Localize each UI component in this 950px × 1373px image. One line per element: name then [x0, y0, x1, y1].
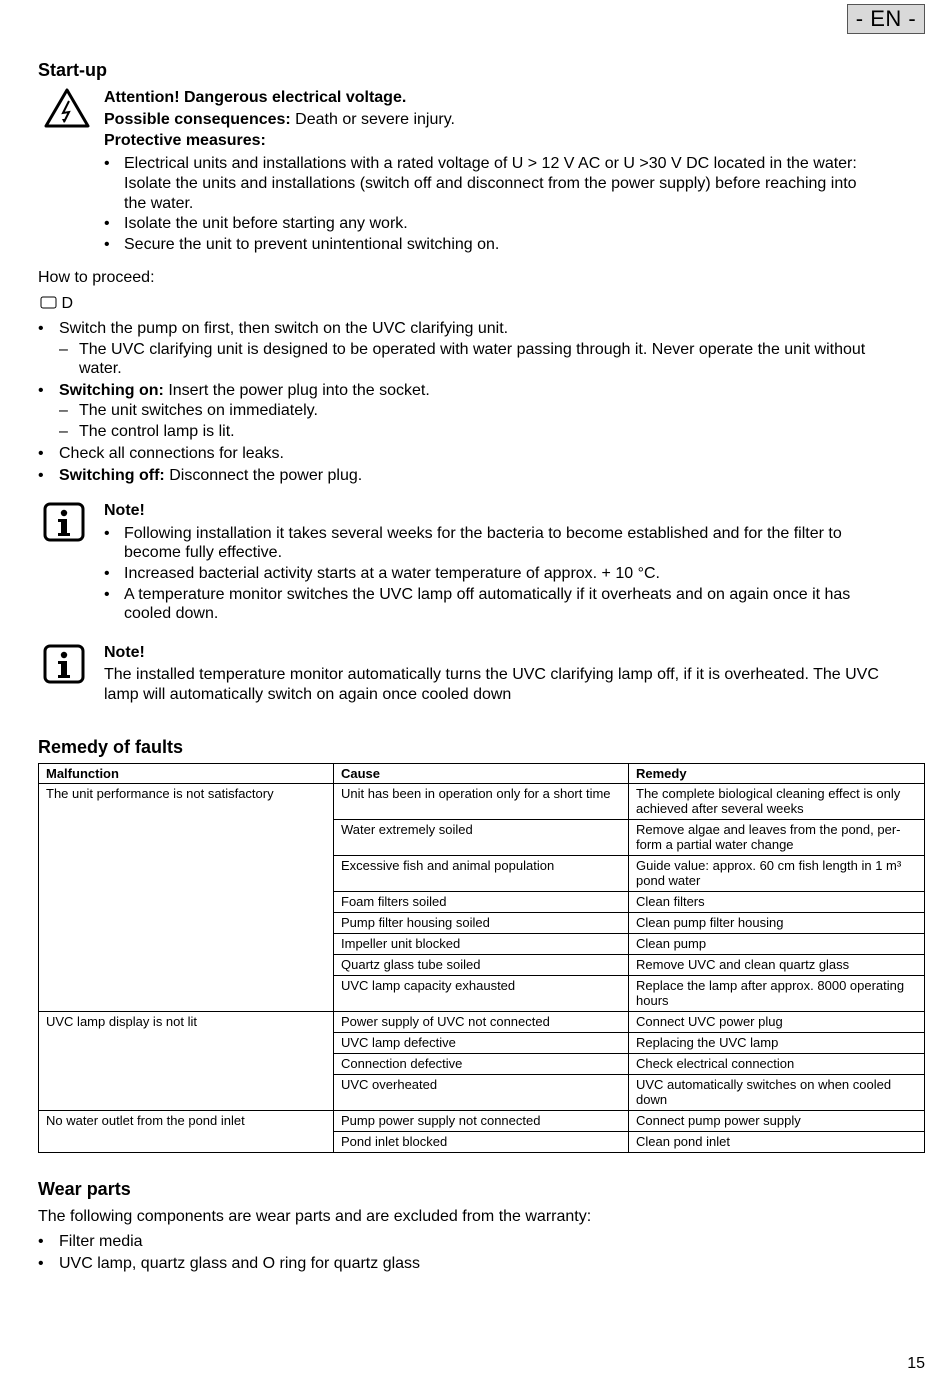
- remedy-cell: Clean pump filter housing: [629, 913, 925, 934]
- consequences-label: Possible consequences:: [104, 111, 291, 128]
- cause-cell: Water extremely soiled: [334, 820, 629, 856]
- wear-title: Wear parts: [38, 1179, 131, 1199]
- remedy-cell: The complete biological cleaning effect is only achieved after several weeks: [629, 784, 925, 820]
- dash: –: [59, 423, 68, 440]
- remedy-cell: Connect pump power supply: [629, 1111, 925, 1132]
- info-note-icon: [43, 502, 85, 542]
- bullet: •: [104, 565, 110, 582]
- note-1-b3-line-1: A temperature monitor switches the UVC lamp off automatically if it overheats and on again once it has: [124, 586, 851, 603]
- header-cause: Cause: [334, 764, 629, 784]
- cause-cell: UVC lamp capacity exhausted: [334, 976, 629, 1012]
- cause-cell: Foam filters soiled: [334, 892, 629, 913]
- cause-cell: Impeller unit blocked: [334, 934, 629, 955]
- figure-ref: [40, 294, 73, 314]
- dash: –: [59, 402, 68, 419]
- step-1: Switch the pump on first, then switch on the UVC clarifying unit.: [59, 320, 509, 337]
- consequences-text: Death or severe injury.: [290, 111, 455, 128]
- cause-cell: Pump filter housing soiled: [334, 913, 629, 934]
- remedy-cell: Clean pump: [629, 934, 925, 955]
- figure-icon: [40, 296, 57, 309]
- step-2: [59, 381, 430, 401]
- remedy-cell: Clean pond inlet: [629, 1132, 925, 1153]
- bullet: •: [38, 1233, 44, 1250]
- cause-cell: Pump power supply not connected: [334, 1111, 629, 1132]
- measure-1-line-1: Electrical units and installations with a rated voltage of U > 12 V AC or U >30 V DC located in the water:: [124, 155, 857, 172]
- cause-cell: Pond inlet blocked: [334, 1132, 629, 1153]
- bullet: •: [104, 586, 110, 603]
- table-row: [39, 784, 925, 820]
- header-remedy: Remedy: [629, 764, 925, 784]
- remedy-cell: Guide value: approx. 60 cm fish length in 1 m³ pond water: [629, 856, 925, 892]
- bullet: •: [38, 467, 44, 484]
- step-2-label: Switching on:: [59, 382, 164, 399]
- measure-2: Isolate the unit before starting any work.: [124, 215, 408, 232]
- malfunction-cell: The unit performance is not satisfactory: [39, 784, 334, 1012]
- measure-1-line-2: Isolate the units and installations (switch off and disconnect from the power supply) before reaching into: [124, 175, 857, 192]
- note-2-line-2: lamp will automatically switch on again once cooled down: [104, 686, 512, 703]
- info-note-icon: [43, 644, 85, 684]
- cause-cell: Quartz glass tube soiled: [334, 955, 629, 976]
- table-row: [39, 1111, 925, 1132]
- note-1-b1-line-1: Following installation it takes several weeks for the bacteria to become established and for the filter to: [124, 525, 842, 542]
- page-number: 15: [907, 1355, 925, 1372]
- cause-cell: Connection defective: [334, 1054, 629, 1075]
- startup-title: Start-up: [38, 60, 107, 80]
- note-1-b2: Increased bacterial activity starts at a water temperature of approx. + 10 °C.: [124, 565, 660, 582]
- note-1-b3-line-2: cooled down.: [124, 605, 219, 622]
- measure-3: Secure the unit to prevent unintentional switching on.: [124, 236, 500, 253]
- figure-label: D: [61, 295, 74, 312]
- cause-cell: Unit has been in operation only for a short time: [334, 784, 629, 820]
- cause-cell: Excessive fish and animal population: [334, 856, 629, 892]
- step-4: [59, 466, 362, 486]
- language-tab: - EN -: [847, 4, 925, 34]
- step-3: Check all connections for leaks.: [59, 445, 284, 462]
- cause-cell: Power supply of UVC not connected: [334, 1012, 629, 1033]
- step-1-sub-line-2: water.: [79, 360, 122, 377]
- step-4-text: Disconnect the power plug.: [164, 467, 363, 484]
- wear-item-1: Filter media: [59, 1233, 143, 1250]
- bullet: •: [104, 155, 110, 172]
- note-1-b1-line-2: become fully effective.: [124, 544, 283, 561]
- step-4-label: Switching off:: [59, 467, 165, 484]
- dash: –: [59, 341, 68, 358]
- bullet: •: [38, 445, 44, 462]
- remedy-cell: Replacing the UVC lamp: [629, 1033, 925, 1054]
- malfunction-cell: No water outlet from the pond inlet: [39, 1111, 334, 1153]
- step-2-sub-b: The control lamp is lit.: [79, 423, 235, 440]
- note-2-line-1: The installed temperature monitor automatically turns the UVC clarifying lamp off, if it is overheated. The UVC: [104, 666, 879, 683]
- remedy-cell: Remove UVC and clean quartz glass: [629, 955, 925, 976]
- bullet: •: [38, 382, 44, 399]
- step-2-sub-a: The unit switches on immediately.: [79, 402, 318, 419]
- wear-item-2: UVC lamp, quartz glass and O ring for quartz glass: [59, 1255, 421, 1272]
- remedy-cell: Check electrical connection: [629, 1054, 925, 1075]
- bullet: •: [104, 236, 110, 253]
- remedy-cell: Clean filters: [629, 892, 925, 913]
- wear-intro: The following components are wear parts and are excluded from the warranty:: [38, 1208, 592, 1225]
- faults-title: Remedy of faults: [38, 737, 184, 757]
- table-header-row: [39, 764, 925, 784]
- bullet: •: [38, 1255, 44, 1272]
- step-2-text: Insert the power plug into the socket.: [163, 382, 430, 399]
- bullet: •: [104, 525, 110, 542]
- faults-table: [38, 763, 925, 1153]
- remedy-cell: Connect UVC power plug: [629, 1012, 925, 1033]
- measure-1-line-3: the water.: [124, 195, 194, 212]
- electrical-warning-icon: [44, 88, 90, 128]
- note-2-title: Note!: [104, 644, 145, 661]
- step-1-sub-line-1: The UVC clarifying unit is designed to be operated with water passing through it. Never operate the unit without: [79, 341, 866, 358]
- remedy-cell: Remove algae and leaves from the pond, per-form a partial water change: [629, 820, 925, 856]
- measures-label: Protective measures:: [104, 132, 266, 149]
- header-malfunction: Malfunction: [39, 764, 334, 784]
- warning-consequences: [104, 110, 455, 130]
- malfunction-cell: UVC lamp display is not lit: [39, 1012, 334, 1111]
- table-row: [39, 1012, 925, 1033]
- bullet: •: [104, 215, 110, 232]
- bullet: •: [38, 320, 44, 337]
- note-1-title: Note!: [104, 502, 145, 519]
- remedy-cell: Replace the lamp after approx. 8000 operating hours: [629, 976, 925, 1012]
- remedy-cell: UVC automatically switches on when cooled down: [629, 1075, 925, 1111]
- warning-attention: Attention! Dangerous electrical voltage.: [104, 89, 407, 106]
- how-to-proceed: How to proceed:: [38, 269, 155, 286]
- cause-cell: UVC lamp defective: [334, 1033, 629, 1054]
- cause-cell: UVC overheated: [334, 1075, 629, 1111]
